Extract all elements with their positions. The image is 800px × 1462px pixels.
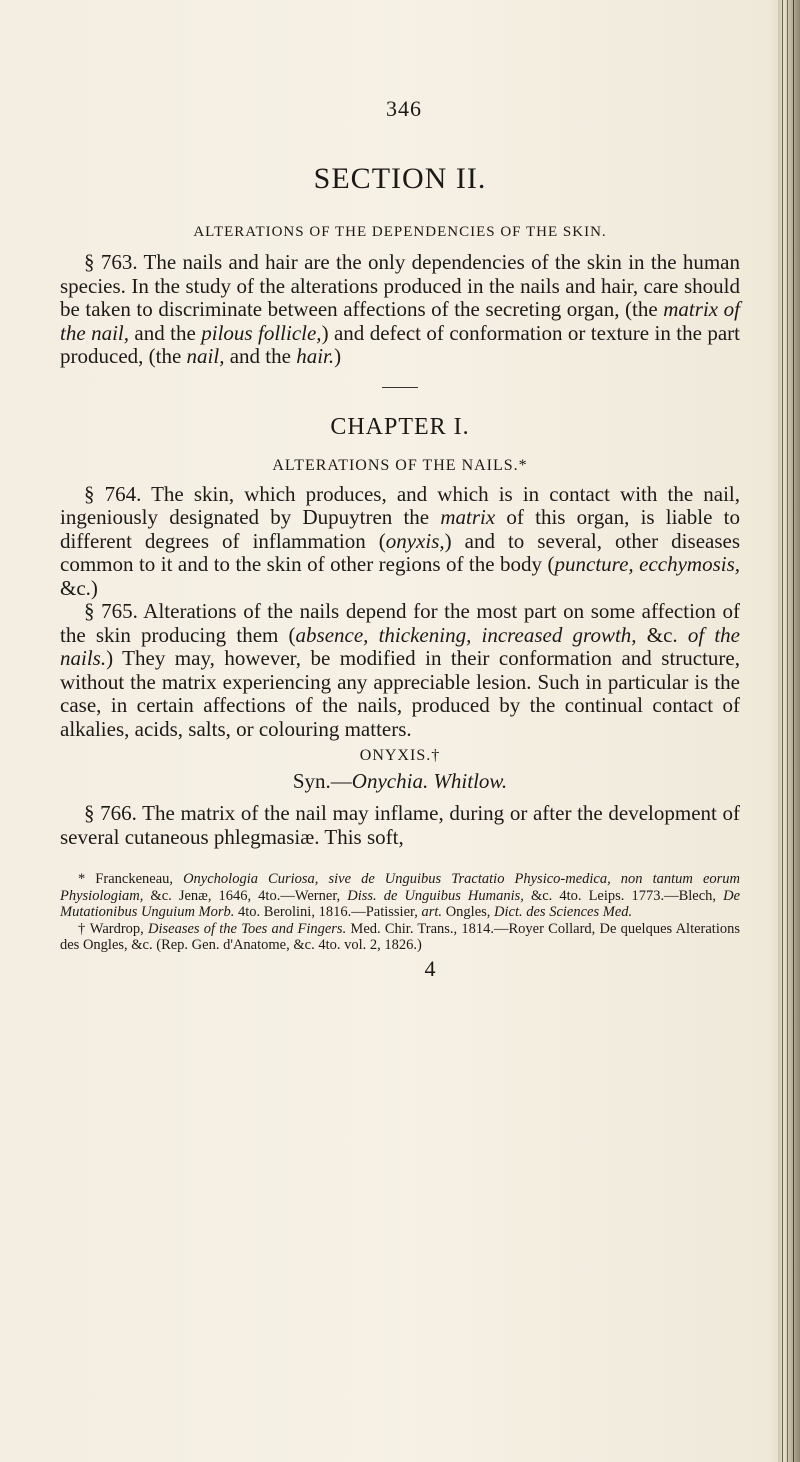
onyxis-heading: ONYXIS.†	[359, 747, 441, 764]
section-subtitle: ALTERATIONS OF THE DEPENDENCIES OF THE SKIN.	[193, 224, 607, 240]
chapter-subtitle: ALTERATIONS OF THE NAILS.*	[272, 456, 528, 474]
signature-mark: 4	[424, 955, 436, 981]
chapter-title: CHAPTER I.	[330, 413, 470, 440]
paragraph-766: § 766. The matrix of the nail may inflame, during or after the development of several cutaneous phlegmasiæ. This soft,	[60, 801, 740, 849]
page-content	[60, 96, 740, 982]
synonym-line: Syn.—Onychia. Whitlow.	[292, 769, 508, 793]
paragraph-764: § 764. The skin, which produces, and which is in contact with the nail, ingeniously designated by Dupuytren the matrix of this organ, is liable to different degrees of inflammation (onyxis,) and to several, other diseases common to it and to the skin of other regions of the body (puncture, ecchymosis, &c.)	[60, 481, 741, 600]
footnote-2: † Wardrop, Diseases of the Toes and Fingers. Med. Chir. Trans., 1814.—Royer Collard, De quelques Alterations des Ongles, &c. (Rep. Gen. d'Anatome, &c. 4to. vol. 2, 1826.)	[60, 920, 741, 953]
footnotes	[60, 871, 740, 954]
page-number: 346	[386, 96, 422, 121]
divider-rule	[382, 387, 418, 388]
section-title: SECTION II.	[313, 162, 487, 195]
paragraph-765: § 765. Alterations of the nails depend for the most part on some affection of the skin producing them (absence, thickening, increased growth, &c. of the nails.) They may, however, be modified in their conformation and structure, without the matrix experiencing any appreciable lesion. Such in particular is the case, in certain affections of the nails, produced by the continual contact of alkalies, acids, salts, or colouring matters.	[60, 599, 741, 741]
footnote-1: * Franckeneau, Onychologia Curiosa, sive de Unguibus Tractatio Physico-medica, non tantum eorum Physiologiam, &c. Jenæ, 1646, 4to.—Werner, Diss. de Unguibus Humanis, &c. 4to. Leips. 1773.—Blech, De Mutationibus Unguium Morb. 4to. Berolini, 1816.—Patissier, art. Ongles, Dict. des Sciences Med.	[60, 871, 741, 920]
paragraph-763: § 763. The nails and hair are the only dependencies of the skin in the human species. In the study of the alterations produced in the nails and hair, care should be taken to discriminate between affections of the secreting organ, (the matrix of the nail, and the pilous follicle,) and defect of conformation or texture in the part produced, (the nail, and the hair.)	[60, 250, 740, 368]
page-edge	[778, 0, 800, 1462]
